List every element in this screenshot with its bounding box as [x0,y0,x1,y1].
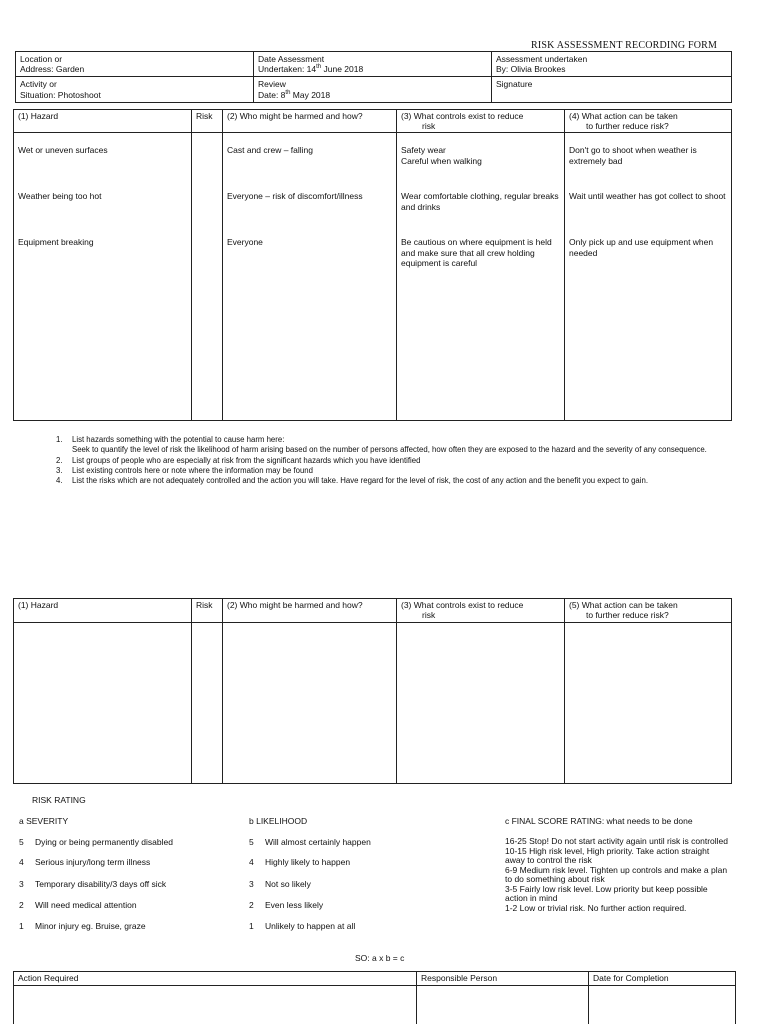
hazard-header: (1) Hazard [14,110,192,133]
controls-item: Wear comfortable clothing, regular breaks and drinks [401,191,559,212]
situation-value: Situation: Photoshoot [20,89,101,100]
instruction-item: 3. List existing controls here or note where the information may be found [56,465,313,475]
risk-table-secondary [13,598,732,784]
controls-column [397,133,565,421]
final-score-item: 10-15 High risk level, High priority. Take action straight away to control the risk [505,845,710,866]
risk-table-main [13,109,732,421]
severity-title: a SEVERITY [19,816,69,826]
date-assessment-label: Date Assessment [258,54,325,64]
address-value: Address: Garden [20,64,85,75]
severity-item: 4 Serious injury/long term illness [19,857,151,867]
final-score-item: 1-2 Low or trivial risk. No further action required. [505,902,687,913]
action-item: Only pick up and use equipment when needed [569,237,714,258]
final-score-list [505,837,730,913]
final-score-item: 3-5 Fairly low risk level. Low priority but keep possible action in mind [505,883,708,904]
risk-header: Risk [192,110,223,133]
likelihood-item: 3 Not so likely [249,879,311,889]
final-score-title: c FINAL SCORE RATING: what needs to be done [505,816,693,826]
who-item: Everyone [227,237,263,248]
who-header: (2) Who might be harmed and how? [223,110,397,133]
assessor-name: By: Olivia Brookes [496,64,566,75]
score-formula: SO: a x b = c [355,953,405,963]
location-label: Location or [20,54,63,64]
activity-cell [16,77,254,102]
likelihood-item: 2 Even less likely [249,900,324,910]
risk-cell-empty[interactable] [192,623,223,784]
who-column [223,133,397,421]
review-label: Review [258,79,286,90]
severity-item: 1 Minor injury eg. Bruise, graze [19,921,146,931]
action-column [565,133,732,421]
instruction-item: 2. List groups of people who are especially at risk from the significant hazards which you have identified [56,455,421,465]
action-cell-empty[interactable] [565,623,732,784]
likelihood-item: 4 Highly likely to happen [249,857,351,867]
signature-cell [492,77,732,102]
review-date: Date: 8th May 2018 [258,89,331,100]
final-score-item: 6-9 Medium risk level. Tighten up controls and make a plan to do something about risk [505,864,728,885]
date-completion-header: Date for Completion [589,972,736,986]
hazard-column [14,133,192,421]
severity-item: 2 Will need medical attention [19,900,137,910]
risk-header: Risk [192,599,223,623]
hazard-header: (1) Hazard [14,599,192,623]
instruction-item: 4. List the risks which are not adequately controlled and the action you will take. Have regard for the level of risk, the cost of any action and the benefit you expect to gain. [56,476,649,486]
final-score-item: 16-25 Stop! Do not start activity again until risk is controlled [505,836,728,846]
date-completion-cell[interactable] [589,986,736,1024]
severity-item: 5 Dying or being permanently disabled [19,837,173,847]
controls-item: Safety wear Careful when walking [401,145,482,166]
severity-item: 3 Temporary disability/3 days off sick [19,879,167,889]
instructions-list [56,435,736,486]
controls-item: Be cautious on where equipment is held and make sure that all crew holding equipment is careful [401,237,552,268]
likelihood-title: b LIKELIHOOD [249,816,308,826]
hazard-item: Weather being too hot [18,191,102,202]
instruction-item: 1. List hazards something with the potential to cause harm here: Seek to quantify the level of risk the likelihood of harm arising based on the number of persons affected, how often they are exposed to the hazard and the severity of any consequence. [56,435,707,455]
controls-cell-empty[interactable] [397,623,565,784]
who-header: (2) Who might be harmed and how? [223,599,397,623]
hazard-item: Wet or uneven surfaces [18,145,108,156]
action-table [13,971,736,1024]
review-cell [254,77,492,102]
hazard-cell-empty[interactable] [14,623,192,784]
assessment-label: Assessment undertaken [496,54,588,64]
action-required-cell[interactable] [14,986,417,1024]
action-header: (5) What action can be taken to further reduce risk? [565,599,732,623]
activity-label: Activity or [20,79,57,90]
action-required-header: Action Required [14,972,417,986]
who-item: Cast and crew – falling [227,145,313,156]
responsible-person-header: Responsible Person [417,972,589,986]
controls-header: (3) What controls exist to reduce risk [397,110,565,133]
action-item: Don't go to shoot when weather is extremely bad [569,145,697,166]
who-item: Everyone – risk of discomfort/illness [227,191,363,202]
action-header: (4) What action can be taken to further reduce risk? [565,110,732,133]
controls-header: (3) What controls exist to reduce risk [397,599,565,623]
risk-column [192,133,223,421]
likelihood-item: 5 Will almost certainly happen [249,837,371,847]
likelihood-item: 1 Unlikely to happen at all [249,921,356,931]
who-cell-empty[interactable] [223,623,397,784]
risk-rating-title: RISK RATING [32,795,86,805]
responsible-person-cell[interactable] [417,986,589,1024]
undertaken-date: Undertaken: 14th June 2018 [258,64,364,75]
form-title: RISK ASSESSMENT RECORDING FORM [531,40,718,51]
location-cell [16,52,254,77]
date-assessment-cell [254,52,492,77]
signature-label: Signature [496,79,533,90]
hazard-item: Equipment breaking [18,237,94,248]
assessor-cell [492,52,732,77]
assessment-header-table [15,51,732,103]
action-item: Wait until weather has got collect to shoot [569,191,726,202]
